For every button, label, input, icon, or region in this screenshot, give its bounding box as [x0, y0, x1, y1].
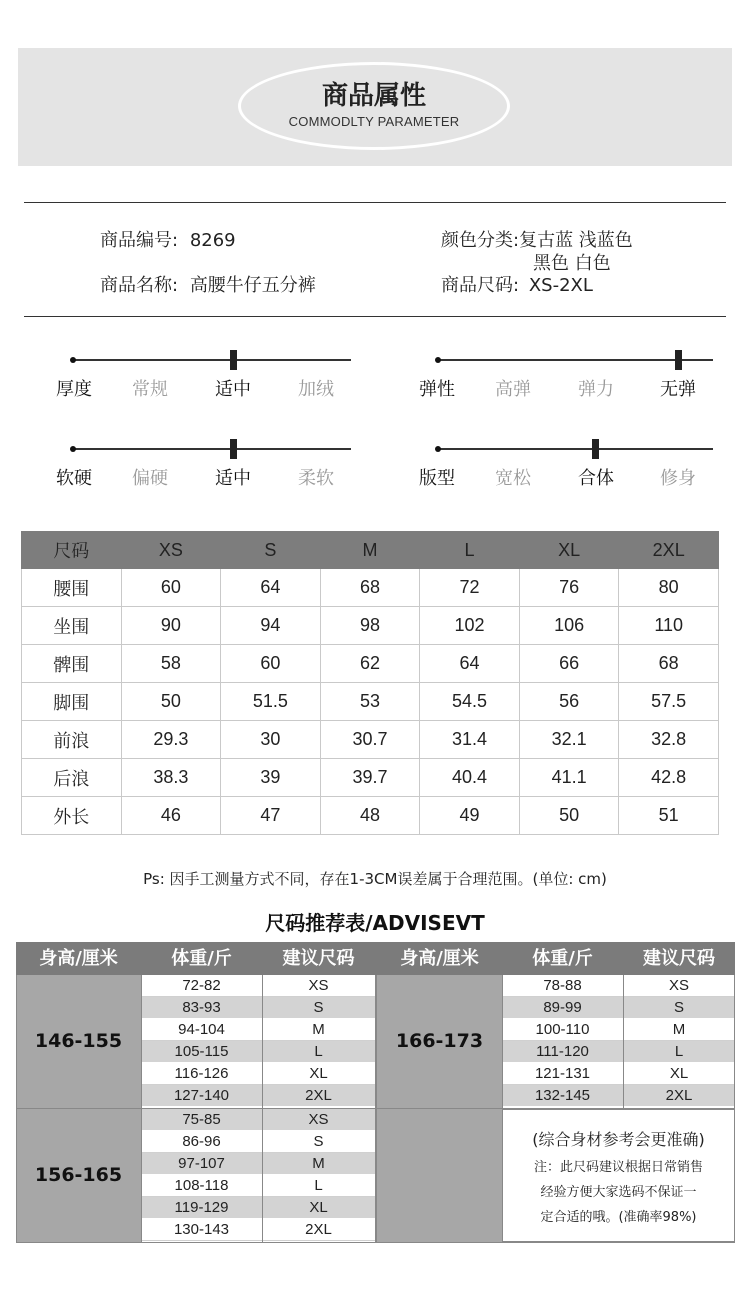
scale-fit-option-3: 修身 [660, 468, 696, 489]
size-table-header: XL [519, 532, 619, 569]
size-table-header-row [22, 532, 719, 569]
scale-elasticity-name: 弹性 [419, 379, 455, 400]
weight-size-list [141, 1109, 375, 1241]
scale-thickness-track [72, 359, 351, 361]
product-code [100, 226, 236, 252]
weight-range: 127-140 [173, 1087, 230, 1104]
weight-range: 111-120 [536, 1043, 589, 1060]
size-value: M [672, 1021, 686, 1038]
table-cell: 38.3 [121, 759, 221, 797]
scale-thickness-start-dot [70, 357, 76, 363]
size-table-header: 2XL [619, 532, 719, 569]
list-item [141, 1197, 375, 1219]
weight-size-list [141, 975, 375, 1107]
table-cell: 57.5 [619, 683, 719, 721]
product-size-label: 商品尺码: [441, 275, 520, 296]
color-category-value-1: 复古蓝 浅蓝色 [519, 230, 633, 251]
scale-elasticity-track [437, 359, 713, 361]
product-code-value: 8269 [189, 230, 236, 251]
recommend-note-line-1: 注：此尺码建议根据日常销售 [533, 1160, 703, 1175]
scale-softness-option-1: 偏硬 [132, 468, 168, 489]
size-value: S [313, 1133, 324, 1150]
banner-subtitle: COMMODLTY PARAMETER [288, 114, 460, 129]
size-value: S [313, 999, 324, 1016]
table-cell: 68 [619, 645, 719, 683]
weight-size-list [502, 975, 735, 1107]
scale-fit-track [437, 448, 713, 450]
scale-fit-start-dot [435, 446, 441, 452]
table-cell: 76 [519, 569, 619, 607]
scale-softness-name: 软硬 [56, 468, 92, 489]
size-value: 2XL [305, 1221, 332, 1238]
size-table-header: S [221, 532, 321, 569]
scale-thickness-marker [230, 350, 237, 370]
row-label: 腰围 [22, 569, 122, 607]
size-table-header: XS [121, 532, 221, 569]
scale-softness-track [72, 448, 351, 450]
product-size [441, 271, 593, 297]
grid-line [623, 975, 624, 1109]
weight-range: 75-85 [182, 1111, 221, 1128]
height-range-cell: 166-173 [377, 975, 502, 1108]
recommend-header-height: 身高/厘米 [39, 948, 118, 969]
scale-softness-start-dot [70, 446, 76, 452]
weight-range: 130-143 [173, 1221, 230, 1238]
table-cell: 39 [221, 759, 321, 797]
table-cell: 106 [519, 607, 619, 645]
recommend-header-weight-2: 体重/斤 [532, 948, 593, 969]
table-cell: 32.1 [519, 721, 619, 759]
scale-elasticity-option-1: 高弹 [495, 379, 531, 400]
row-label: 坐围 [22, 607, 122, 645]
table-cell: 48 [320, 797, 420, 835]
table-cell: 62 [320, 645, 420, 683]
height-range-cell: 156-165 [16, 1109, 141, 1242]
table-cell: 53 [320, 683, 420, 721]
scale-thickness-option-2: 适中 [215, 379, 251, 400]
size-value: M [312, 1155, 325, 1172]
table-row [22, 607, 719, 645]
grid-line [16, 975, 17, 1242]
list-item [502, 1041, 735, 1063]
weight-range: 83-93 [182, 999, 221, 1016]
size-value: XS [308, 977, 329, 994]
scale-thickness-option-3: 加绒 [298, 379, 334, 400]
list-item [141, 1109, 375, 1131]
table-row [22, 759, 719, 797]
table-cell: 60 [221, 645, 321, 683]
grid-line [16, 1242, 735, 1243]
weight-range: 86-96 [182, 1133, 221, 1150]
list-item [141, 1041, 375, 1063]
recommend-header-height-2: 身高/厘米 [400, 948, 479, 969]
table-cell: 64 [221, 569, 321, 607]
scale-thickness-name: 厚度 [56, 379, 92, 400]
scale-softness-option-3: 柔软 [298, 468, 334, 489]
list-item [141, 1063, 375, 1085]
row-label: 前浪 [22, 721, 122, 759]
table-cell: 90 [121, 607, 221, 645]
table-row [22, 683, 719, 721]
scale-fit-name: 版型 [419, 468, 455, 489]
list-item [141, 1153, 375, 1175]
scale-elasticity-marker [675, 350, 682, 370]
list-item [502, 1085, 735, 1107]
size-value: L [314, 1177, 323, 1194]
list-item [502, 997, 735, 1019]
size-value: XS [668, 977, 689, 994]
color-category-label: 颜色分类: [441, 230, 520, 251]
recommend-header-size-2: 建议尺码 [643, 948, 715, 969]
table-cell: 41.1 [519, 759, 619, 797]
table-cell: 29.3 [121, 721, 221, 759]
weight-range: 78-88 [543, 977, 582, 994]
table-cell: 32.8 [619, 721, 719, 759]
weight-range: 121-131 [534, 1065, 591, 1082]
recommend-title: 尺码推荐表/ADVISEVT [265, 911, 485, 935]
table-cell: 46 [121, 797, 221, 835]
scale-softness-marker [230, 439, 237, 459]
grid-line [16, 1108, 735, 1109]
table-row [22, 721, 719, 759]
list-item [502, 975, 735, 997]
size-table-header: L [420, 532, 520, 569]
product-code-label: 商品编号: [100, 230, 179, 251]
size-value: 2XL [305, 1087, 332, 1104]
weight-range: 108-118 [174, 1177, 229, 1194]
scale-fit-marker [592, 439, 599, 459]
row-label: 脚围 [22, 683, 122, 721]
list-item [141, 1175, 375, 1197]
table-cell: 51 [619, 797, 719, 835]
size-value: XL [309, 1199, 328, 1216]
size-value: L [674, 1043, 684, 1060]
table-cell: 64 [420, 645, 520, 683]
color-category-value-2: 黑色 白色 [533, 253, 611, 274]
size-value: L [314, 1043, 323, 1060]
size-table-header: 尺码 [22, 532, 122, 569]
table-cell: 66 [519, 645, 619, 683]
scale-elasticity-start-dot [435, 357, 441, 363]
table-cell: 60 [121, 569, 221, 607]
table-cell: 47 [221, 797, 321, 835]
recommend-note-title: (综合身材参考会更准确) [532, 1130, 705, 1149]
recommend-note-line-3: 定合适的哦。(准确率98%) [540, 1210, 697, 1225]
recommend-header-weight: 体重/斤 [171, 948, 232, 969]
table-cell: 68 [320, 569, 420, 607]
measurement-note: Ps: 因手工测量方式不同，存在1-3CM误差属于合理范围。(单位: cm) [143, 870, 607, 888]
table-cell: 58 [121, 645, 221, 683]
table-cell: 56 [519, 683, 619, 721]
banner-title: 商品属性 [321, 81, 426, 111]
row-label: 后浪 [22, 759, 122, 797]
scale-elasticity-option-3: 无弹 [660, 379, 696, 400]
list-item [141, 1131, 375, 1153]
row-label: 髀围 [22, 645, 122, 683]
weight-range: 119-129 [174, 1199, 229, 1216]
table-cell: 102 [420, 607, 520, 645]
table-cell: 80 [619, 569, 719, 607]
weight-range: 105-115 [174, 1043, 229, 1060]
size-value: XS [308, 1111, 329, 1128]
table-row [22, 797, 719, 835]
divider-top [24, 202, 726, 203]
list-item [141, 1219, 375, 1241]
recommend-note-line-2: 经验方便大家选码不保证一 [540, 1185, 697, 1200]
list-item [141, 975, 375, 997]
table-cell: 40.4 [420, 759, 520, 797]
weight-range: 97-107 [178, 1155, 225, 1172]
table-cell: 98 [320, 607, 420, 645]
list-item [141, 1019, 375, 1041]
product-name [100, 271, 316, 297]
table-cell: 42.8 [619, 759, 719, 797]
scale-fit-option-2: 合体 [578, 468, 614, 489]
table-row [22, 645, 719, 683]
size-value: S [673, 999, 684, 1016]
list-item [502, 1063, 735, 1085]
scale-fit-option-1: 宽松 [495, 468, 531, 489]
table-cell: 94 [221, 607, 321, 645]
table-cell: 30 [221, 721, 321, 759]
table-cell: 39.7 [320, 759, 420, 797]
table-cell: 30.7 [320, 721, 420, 759]
table-cell: 54.5 [420, 683, 520, 721]
divider-bottom [24, 316, 726, 317]
weight-range: 94-104 [178, 1021, 225, 1038]
table-cell: 50 [519, 797, 619, 835]
recommend-header-size: 建议尺码 [282, 948, 355, 969]
table-cell: 72 [420, 569, 520, 607]
size-table [21, 531, 719, 835]
size-value: 2XL [665, 1087, 693, 1104]
scale-elasticity-option-2: 弹力 [578, 379, 614, 400]
height-range-cell: 146-155 [16, 975, 141, 1108]
grid-line [734, 975, 735, 1242]
size-table-header: M [320, 532, 420, 569]
list-item [141, 1085, 375, 1107]
table-cell: 110 [619, 607, 719, 645]
scale-softness-option-2: 适中 [215, 468, 251, 489]
table-cell: 51.5 [221, 683, 321, 721]
list-item [141, 997, 375, 1019]
weight-range: 100-110 [535, 1021, 590, 1038]
product-size-value: XS-2XL [528, 275, 593, 296]
size-value: XL [669, 1065, 689, 1082]
weight-range: 89-99 [543, 999, 582, 1016]
table-cell: 50 [121, 683, 221, 721]
product-name-label: 商品名称: [100, 275, 179, 296]
empty-height-cell [377, 1109, 502, 1242]
weight-range: 132-145 [534, 1087, 591, 1104]
scale-thickness-option-1: 常规 [132, 379, 168, 400]
table-cell: 31.4 [420, 721, 520, 759]
size-value: M [312, 1021, 325, 1038]
product-name-value: 高腰牛仔五分裤 [189, 275, 316, 296]
row-label: 外长 [22, 797, 122, 835]
grid-line [502, 975, 503, 1109]
weight-range: 72-82 [182, 977, 221, 994]
table-row [22, 569, 719, 607]
size-value: XL [309, 1065, 328, 1082]
weight-range: 116-126 [174, 1065, 229, 1082]
table-cell: 49 [420, 797, 520, 835]
list-item [502, 1019, 735, 1041]
